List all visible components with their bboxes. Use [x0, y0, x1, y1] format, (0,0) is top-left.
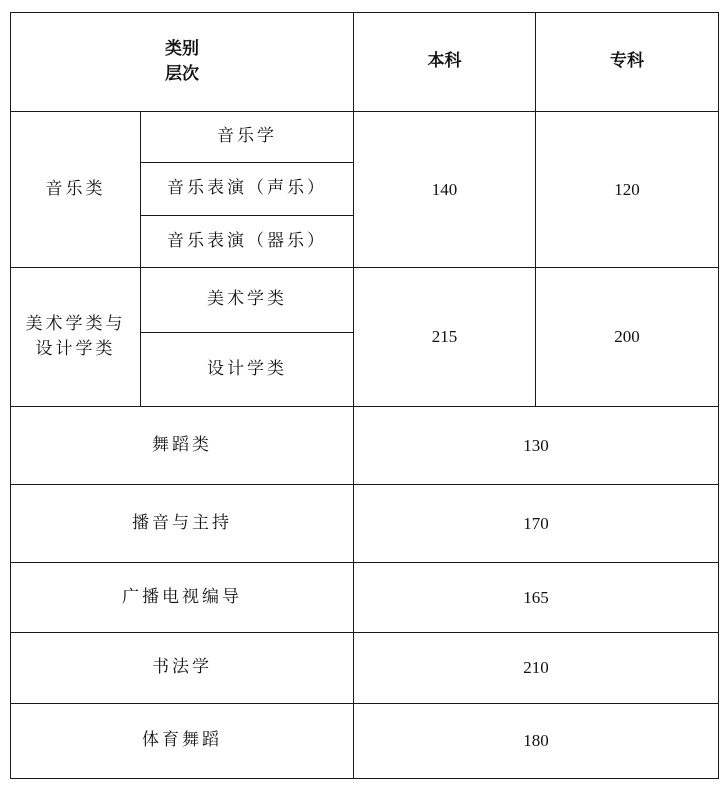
table-row: [11, 704, 719, 779]
music-group-cell: [11, 112, 141, 268]
single-row-label-cell: [11, 485, 354, 563]
art-design-subject-cell: [141, 268, 354, 333]
table-row: [11, 268, 719, 333]
art-design-group-cell: [11, 268, 141, 407]
table-row: [11, 633, 719, 704]
single-row-label: 广播电视编导: [122, 586, 242, 607]
table-row: [11, 112, 719, 163]
single-row-label: 体育舞蹈: [142, 730, 222, 751]
score-table: [10, 12, 719, 779]
single-row-score-cell: [354, 485, 719, 563]
header-category-level-cell: [11, 13, 354, 112]
single-row-label-cell: [11, 563, 354, 633]
table-row: [11, 407, 719, 485]
art-design-subject-label: 美术学类: [207, 289, 287, 310]
music-subject-cell: [141, 216, 354, 268]
music-subject-label: 音乐表演（器乐）: [167, 230, 327, 251]
art-design-associate-cell: [536, 268, 719, 407]
music-group-label: 音乐类: [45, 178, 106, 199]
table-row: [11, 563, 719, 633]
music-bachelor-score: 140: [431, 179, 458, 199]
single-row-label-cell: [11, 633, 354, 704]
art-design-group-label-line1: 美术学类与: [25, 313, 126, 334]
music-associate-score: 120: [614, 179, 640, 199]
header-bachelor-label: 本科: [427, 51, 462, 72]
header-associate-cell: [536, 13, 719, 112]
art-design-subject-cell: [141, 333, 354, 407]
art-design-bachelor-score: 215: [431, 327, 458, 347]
music-subject-cell: [141, 163, 354, 216]
music-subject-cell: [141, 112, 354, 163]
art-design-subject-label: 设计学类: [207, 358, 287, 379]
header-associate-label: 专科: [610, 51, 644, 72]
header-row: [11, 13, 719, 112]
art-design-associate-score: 200: [614, 327, 640, 347]
single-row-label-cell: [11, 407, 354, 485]
header-level-label: 层次: [165, 64, 199, 84]
music-subject-label: 音乐学: [217, 126, 277, 147]
single-row-label: 舞蹈类: [152, 434, 212, 455]
table-row: [11, 485, 719, 563]
single-row-score: 210: [523, 658, 549, 678]
music-subject-label: 音乐表演（声乐）: [167, 178, 327, 199]
single-row-score-cell: [354, 563, 719, 633]
art-design-bachelor-cell: [354, 268, 536, 407]
single-row-label: 书法学: [152, 657, 212, 678]
header-bachelor-cell: [354, 13, 536, 112]
header-category-label: 类别: [165, 38, 199, 59]
single-row-score-cell: [354, 704, 719, 779]
single-row-score: 180: [523, 731, 549, 751]
music-associate-cell: [536, 112, 719, 268]
single-row-score: 130: [523, 435, 549, 455]
single-row-label: 播音与主持: [132, 512, 232, 533]
single-row-score: 165: [523, 587, 549, 607]
single-row-score-cell: [354, 407, 719, 485]
music-bachelor-cell: [354, 112, 536, 268]
single-row-label-cell: [11, 704, 354, 779]
single-row-score: 170: [523, 513, 549, 533]
single-row-score-cell: [354, 633, 719, 704]
art-design-group-label-line2: 设计学类: [35, 339, 116, 359]
